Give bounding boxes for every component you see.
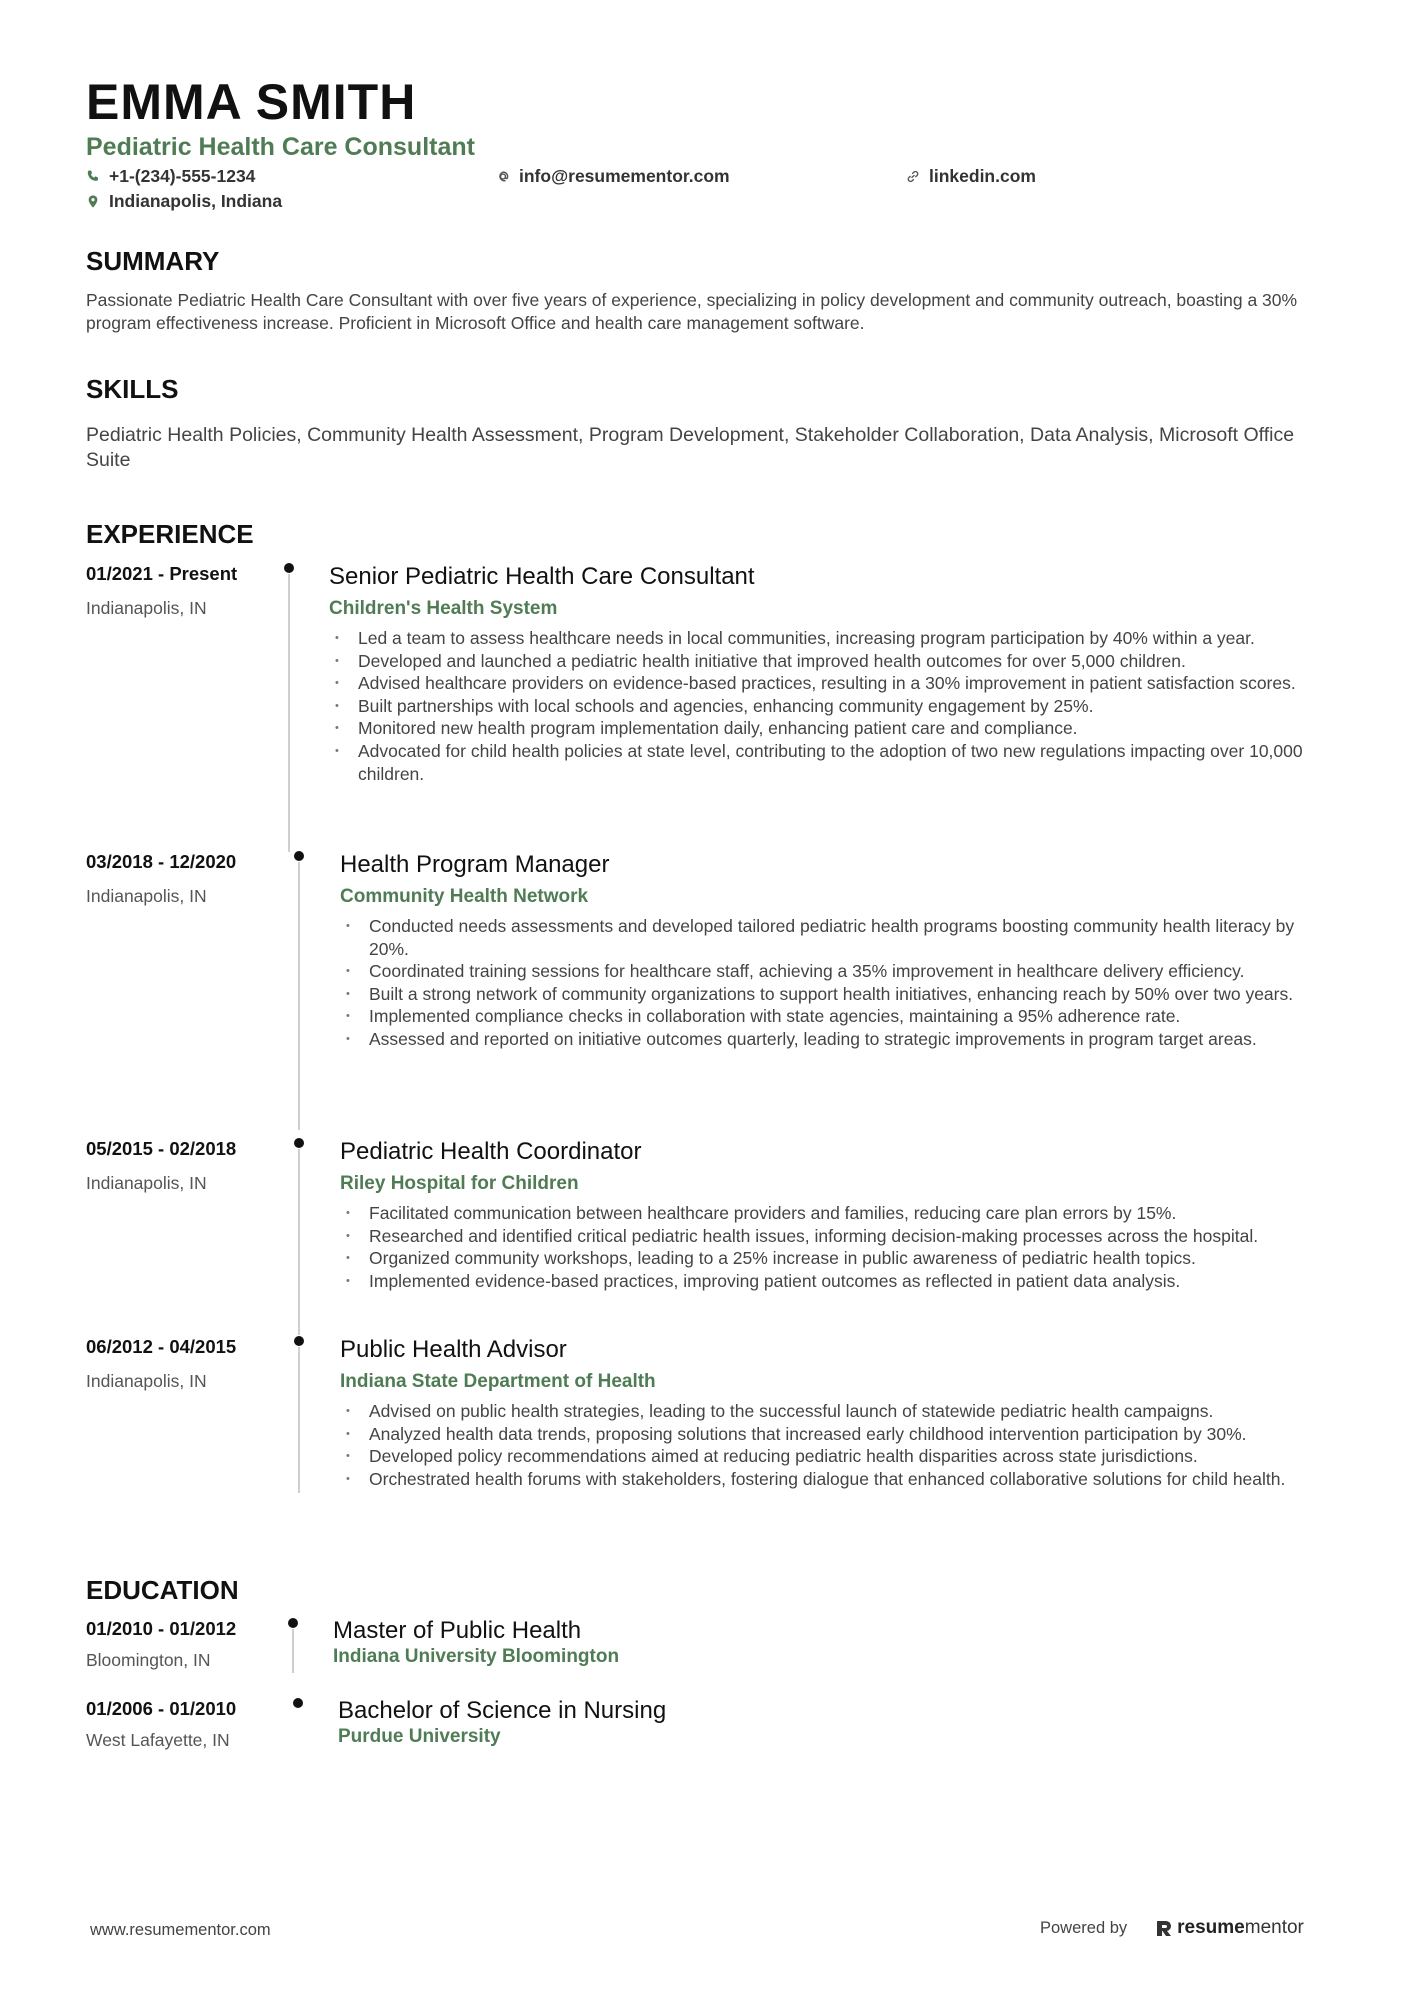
- link-icon: [906, 169, 920, 183]
- job-company: Children's Health System: [329, 598, 558, 619]
- job-bullet: • Advocated for child health policies at state level, contributing to the adoption of two new regulations impacting over 10,000 children.: [329, 740, 1336, 785]
- edu-school: Purdue University: [338, 1726, 501, 1747]
- experience-entry: [86, 562, 1336, 842]
- job-bullet: • Implemented evidence-based practices, improving patient outcomes as reflected in patient data analysis.: [340, 1270, 1336, 1293]
- job-location: Indianapolis, IN: [86, 598, 207, 618]
- resumementor-logo-text: [1177, 1917, 1304, 1939]
- timeline-dot: [294, 1138, 304, 1148]
- job-content: [340, 1335, 1336, 1490]
- timeline-line: [288, 574, 290, 852]
- edu-content: [333, 1617, 1336, 1669]
- job-bullets: [340, 1202, 1336, 1292]
- edu-date: 01/2006 - 01/2010: [86, 1698, 237, 1719]
- linkedin-text[interactable]: linkedin.com: [929, 166, 1036, 186]
- job-company: Riley Hospital for Children: [340, 1173, 579, 1194]
- location-text: Indianapolis, Indiana: [109, 191, 283, 211]
- candidate-name: EMMA SMITH: [86, 74, 417, 130]
- experience-heading: EXPERIENCE: [86, 519, 254, 549]
- job-location: Indianapolis, IN: [86, 1173, 207, 1193]
- timeline-dot: [293, 1698, 303, 1708]
- education-heading: EDUCATION: [86, 1575, 239, 1605]
- location-pin-icon: [86, 194, 100, 208]
- edu-degree: Master of Public Health: [333, 1617, 582, 1644]
- job-title: Public Health Advisor: [340, 1336, 567, 1363]
- job-bullet: • Facilitated communication between healthcare providers and families, reducing care plan errors by 15%.: [340, 1202, 1336, 1225]
- job-location: Indianapolis, IN: [86, 886, 207, 906]
- job-bullets: [340, 1400, 1336, 1490]
- job-bullet: • Built a strong network of community organizations to support health initiatives, enhancing reach by 50% over two years.: [340, 983, 1336, 1006]
- timeline-dot: [284, 563, 294, 573]
- timeline-dot: [294, 851, 304, 861]
- job-company: Indiana State Department of Health: [340, 1371, 656, 1392]
- at-icon: [496, 169, 510, 183]
- job-bullet: • Coordinated training sessions for healthcare staff, achieving a 35% improvement in healthcare delivery efficiency.: [340, 960, 1336, 983]
- powered-by-text: Powered by: [1040, 1918, 1128, 1937]
- experience-entry: [86, 1137, 1336, 1327]
- job-bullet: • Orchestrated health forums with stakeholders, fostering dialogue that enhanced collaborative solutions for child health.: [340, 1468, 1336, 1491]
- job-date: 03/2018 - 12/2020: [86, 851, 237, 872]
- job-bullets: [329, 627, 1336, 785]
- summary-text: Passionate Pediatric Health Care Consultant with over five years of experience, specializing in policy development and community outreach, boasting a 30% program effectiveness increase. Proficient in Microsoft Office and health care management software.: [86, 290, 1298, 333]
- edu-location: West Lafayette, IN: [86, 1730, 230, 1750]
- timeline-dot: [294, 1336, 304, 1346]
- job-bullet: • Advised on public health strategies, leading to the successful launch of statewide pediatric health campaigns.: [340, 1400, 1336, 1423]
- contact-phone: [86, 164, 255, 188]
- job-bullet: • Monitored new health program implementation daily, enhancing patient care and compliance.: [329, 717, 1336, 740]
- contact-location: [86, 189, 282, 213]
- job-bullet: • Advised healthcare providers on evidence-based practices, resulting in a 30% improvement in patient satisfaction scores.: [329, 672, 1336, 695]
- job-title: Health Program Manager: [340, 851, 610, 878]
- contact-email[interactable]: [496, 164, 730, 188]
- edu-degree: Bachelor of Science in Nursing: [338, 1697, 667, 1724]
- job-company: Community Health Network: [340, 886, 589, 907]
- edu-content: [338, 1697, 1336, 1749]
- resumementor-logo-icon: [1155, 1918, 1173, 1938]
- summary-heading: SUMMARY: [86, 246, 220, 276]
- experience-entry: [86, 1335, 1336, 1535]
- job-location: Indianapolis, IN: [86, 1371, 207, 1391]
- education-entry: [86, 1617, 1336, 1687]
- job-bullet: • Analyzed health data trends, proposing solutions that increased early childhood intervention participation by 30%.: [340, 1423, 1336, 1446]
- job-bullet: • Implemented compliance checks in collaboration with state agencies, maintaining a 95% adherence rate.: [340, 1005, 1336, 1028]
- job-title: Pediatric Health Coordinator: [340, 1138, 642, 1165]
- job-bullet: • Led a team to assess healthcare needs in local communities, increasing program participation by 40% within a year.: [329, 627, 1336, 650]
- timeline-dot: [288, 1618, 298, 1628]
- edu-date: 01/2010 - 01/2012: [86, 1618, 237, 1639]
- phone-text: +1-(234)-555-1234: [109, 166, 256, 186]
- contact-linkedin[interactable]: [906, 164, 1036, 188]
- job-bullet: • Assessed and reported on initiative outcomes quarterly, leading to strategic improvements in program target areas.: [340, 1028, 1336, 1051]
- edu-school: Indiana University Bloomington: [333, 1646, 620, 1667]
- experience-entry: [86, 850, 1336, 1130]
- timeline-line: [298, 1347, 300, 1493]
- brand-light: mentor: [1244, 1917, 1304, 1938]
- job-date: 01/2021 - Present: [86, 563, 238, 584]
- job-bullet: • Researched and identified critical pediatric health issues, informing decision-making processes across the hospital.: [340, 1225, 1336, 1248]
- job-date: 05/2015 - 02/2018: [86, 1138, 237, 1159]
- job-content: [340, 850, 1336, 1051]
- education-entry: [86, 1697, 1336, 1767]
- job-bullet: • Organized community workshops, leading to a 25% increase in public awareness of pediatric health topics.: [340, 1247, 1336, 1270]
- job-bullets: [340, 915, 1336, 1051]
- job-title: Senior Pediatric Health Care Consultant: [329, 563, 755, 590]
- timeline-line: [298, 1149, 300, 1335]
- job-bullet: • Conducted needs assessments and developed tailored pediatric health programs boosting community health literacy by 20%.: [340, 915, 1336, 960]
- phone-icon: [86, 169, 100, 183]
- job-date: 06/2012 - 04/2015: [86, 1336, 237, 1357]
- job-content: [340, 1137, 1336, 1292]
- job-bullet: • Developed and launched a pediatric health initiative that improved health outcomes for over 5,000 children.: [329, 650, 1336, 673]
- candidate-role: Pediatric Health Care Consultant: [86, 133, 475, 161]
- job-bullet: • Built partnerships with local schools and agencies, enhancing community engagement by 25%.: [329, 695, 1336, 718]
- edu-location: Bloomington, IN: [86, 1650, 211, 1670]
- email-text[interactable]: info@resumementor.com: [519, 166, 730, 186]
- brand-bold: resume: [1177, 1917, 1245, 1938]
- footer-brand: [1040, 1914, 1304, 1942]
- job-bullet: • Developed policy recommendations aimed at reducing pediatric health disparities across state jurisdictions.: [340, 1445, 1336, 1468]
- skills-heading: SKILLS: [86, 374, 179, 404]
- timeline-line: [298, 862, 300, 1130]
- job-content: [329, 562, 1336, 785]
- skills-text: Pediatric Health Policies, Community Health Assessment, Program Development, Stakeholder Collaboration, Data Analysis, Microsoft Office Suite: [86, 424, 1295, 471]
- footer-website[interactable]: www.resumementor.com: [90, 1921, 271, 1939]
- timeline-line: [292, 1629, 294, 1673]
